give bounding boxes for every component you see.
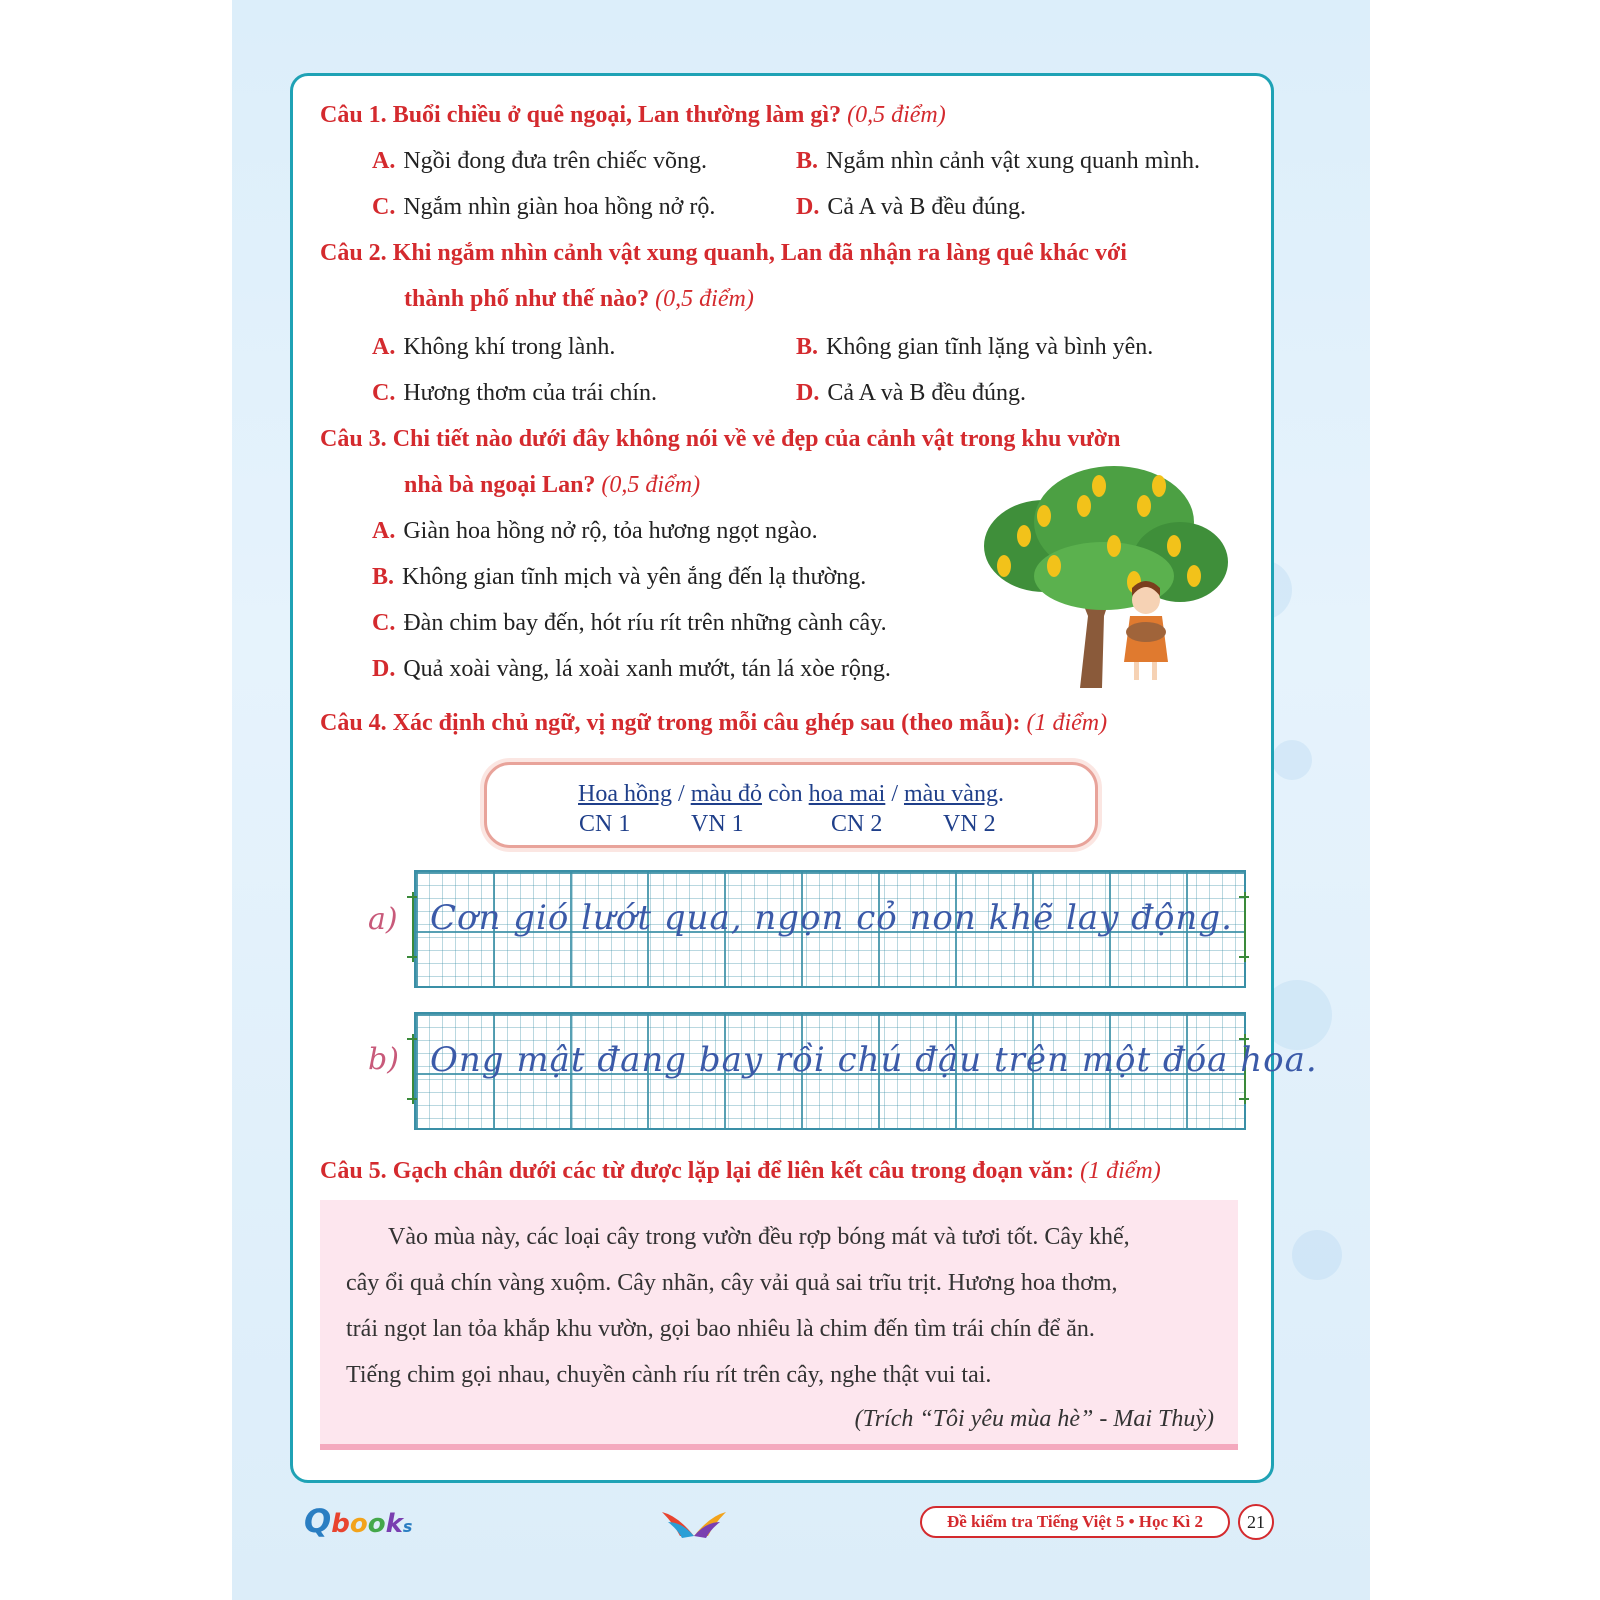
q1-option-d[interactable]: D. Cả A và B đều đúng.: [796, 194, 1026, 220]
question-points: (1 điểm): [1026, 710, 1108, 736]
q2-option-a[interactable]: A. Không khí trong lành.: [372, 334, 616, 360]
question-label: Câu 1.: [320, 102, 387, 128]
question-points: (1 điểm): [1080, 1158, 1161, 1184]
question-label: Câu 5.: [320, 1158, 387, 1184]
wings-logo-icon: [660, 1506, 728, 1542]
sample-sentence-box: [484, 762, 1098, 848]
question-3-cont: [404, 470, 700, 500]
q2-option-c[interactable]: C. Hương thơm của trái chín.: [372, 380, 658, 406]
grid-marker-icon: [412, 892, 418, 962]
q3-option-d[interactable]: D. Quả xoài vàng, lá xoài xanh mướt, tán lá xòe rộng.: [372, 656, 891, 682]
question-label: Câu 2.: [320, 240, 387, 266]
sample-tag-vn1: VN 1: [691, 811, 744, 837]
question-text: Gạch chân dưới các từ được lặp lại để liên kết câu trong đoạn văn:: [392, 1158, 1075, 1184]
question-text: nhà bà ngoại Lan?: [404, 472, 596, 498]
handwritten-answer-b: Ong mật đang bay rồi chú đậu trên một đóa hoa.: [430, 1040, 1318, 1080]
decor-bubble: [1292, 1230, 1342, 1280]
q1-option-b[interactable]: B. Ngắm nhìn cảnh vật xung quanh mình.: [796, 148, 1200, 174]
question-points: (0,5 điểm): [601, 472, 701, 498]
question-text: Buổi chiều ở quê ngoại, Lan thường làm gì?: [392, 102, 842, 128]
question-4: [320, 708, 1107, 738]
q2-option-d[interactable]: D. Cả A và B đều đúng.: [796, 380, 1026, 406]
question-label: Câu 4.: [320, 710, 387, 736]
passage-line[interactable]: cây ổi quả chín vàng xuộm. Cây nhãn, cây vải quả sai trĩu trịt. Hương hoa thơm,: [346, 1270, 1118, 1296]
q3-option-b[interactable]: B. Không gian tĩnh mịch và yên ắng đến lạ thường.: [372, 564, 867, 590]
grid-marker-icon: [412, 1034, 418, 1104]
question-text: Khi ngắm nhìn cảnh vật xung quanh, Lan đã nhận ra làng quê khác với: [392, 240, 1127, 266]
question-label: Câu 3.: [320, 426, 387, 452]
sample-tag-cn2: CN 2: [831, 811, 883, 837]
book-title-badge: Đề kiểm tra Tiếng Việt 5 • Học Kì 2: [920, 1506, 1230, 1538]
answer-label-a: a): [368, 902, 398, 937]
decor-bubble: [1272, 740, 1312, 780]
sample-sentence: Hoa hồng / màu đỏ còn hoa mai / màu vàng.: [578, 781, 1004, 807]
question-text: thành phố như thế nào?: [404, 286, 650, 312]
q3-option-c[interactable]: C. Đàn chim bay đến, hót ríu rít trên những cành cây.: [372, 610, 887, 636]
handwritten-answer-a: Cơn gió lướt qua, ngọn cỏ non khẽ lay động.: [430, 898, 1233, 938]
passage-line[interactable]: Tiếng chim gọi nhau, chuyền cành ríu rít trên cây, nghe thật vui tai.: [346, 1362, 992, 1388]
q1-option-c[interactable]: C. Ngắm nhìn giàn hoa hồng nở rộ.: [372, 194, 716, 220]
q1-option-a[interactable]: A. Ngồi đong đưa trên chiếc võng.: [372, 148, 707, 174]
answer-label-b: b): [368, 1042, 399, 1077]
passage-citation: (Trích “Tôi yêu mùa hè” - Mai Thuỳ): [854, 1406, 1214, 1432]
page-number: 21: [1238, 1504, 1274, 1540]
question-points: (0,5 điểm): [847, 102, 946, 128]
q3-option-a[interactable]: A. Giàn hoa hồng nở rộ, tỏa hương ngọt ngào.: [372, 518, 818, 544]
passage-line[interactable]: Vào mùa này, các loại cây trong vườn đều rợp bóng mát và tươi tốt. Cây khế,: [388, 1224, 1130, 1250]
question-text: Xác định chủ ngữ, vị ngữ trong mỗi câu ghép sau (theo mẫu):: [392, 710, 1021, 736]
passage-line[interactable]: trái ngọt lan tỏa khắp khu vườn, gọi bao nhiêu là chim đến tìm trái chín để ăn.: [346, 1316, 1095, 1342]
question-2: [320, 238, 1127, 268]
question-5: [320, 1156, 1161, 1186]
publisher-logo: Qbooks: [304, 1502, 413, 1540]
question-points: (0,5 điểm): [655, 286, 754, 312]
question-3: [320, 424, 1120, 454]
grid-marker-icon: [1244, 892, 1250, 962]
sample-tag-vn2: VN 2: [943, 811, 996, 837]
question-1: [320, 100, 946, 130]
question-text: Chi tiết nào dưới đây không nói về vẻ đẹp của cảnh vật trong khu vườn: [392, 426, 1121, 452]
question-2-cont: [404, 284, 754, 314]
q2-option-b[interactable]: B. Không gian tĩnh lặng và bình yên.: [796, 334, 1154, 360]
sample-tag-cn1: CN 1: [579, 811, 631, 837]
mango-tree-illustration: [984, 466, 1230, 688]
